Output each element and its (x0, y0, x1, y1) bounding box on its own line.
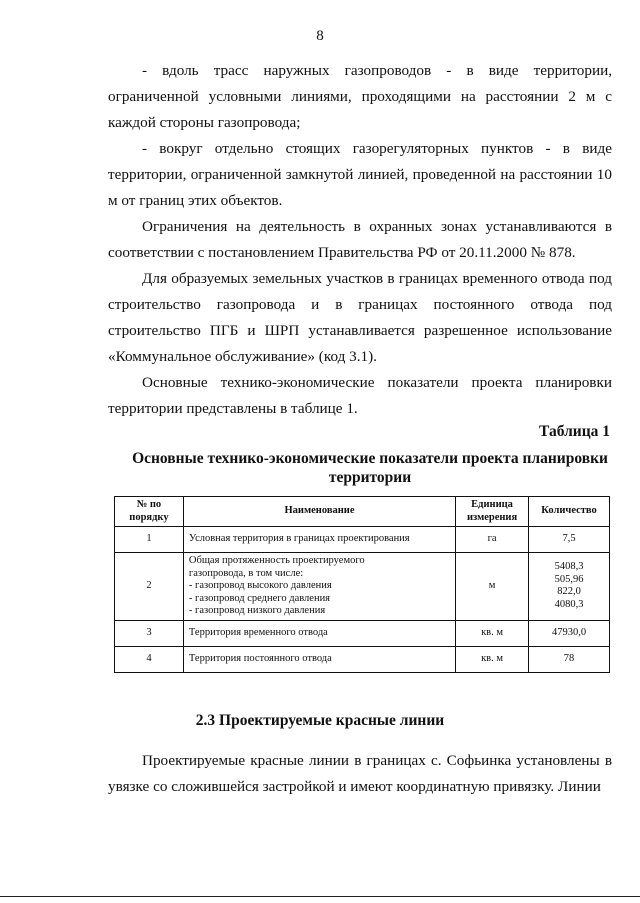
header-name: Наименование (183, 497, 455, 527)
page-bottom-rule (0, 896, 640, 897)
name-line: - газопровод высокого давления (188, 580, 332, 591)
quantity-line: 5408,3 (554, 561, 584, 573)
name-line: Общая протяженность проектируемого (188, 555, 365, 566)
name-line: газопровода, в том числе: (188, 567, 304, 579)
indicators-table (114, 496, 610, 673)
paragraph-text: Проектируемые красные линии в границах с. Софьинка установлены в увязке со сложившейся застройкой и имеют координатную привязку. Линии (108, 752, 612, 795)
name-line: - газопровод среднего давления (188, 592, 331, 604)
page-number: 8 (316, 28, 324, 44)
row-quantity: 7,5 (529, 527, 610, 553)
paragraph-text: Ограничения на деятельность в охранных зонах устанавливаются в соответствии с постановлением Правительства РФ от 20.11.2000 № 878. (108, 218, 612, 261)
row-unit: м (456, 553, 529, 621)
row-number: 1 (115, 527, 184, 553)
paragraph-gas-pipelines (108, 58, 612, 136)
row-number: 3 (115, 620, 184, 646)
row-name: Территория временного отвода (183, 620, 455, 646)
quantity-line: 505,96 (554, 573, 584, 585)
row-unit: кв. м (456, 646, 529, 672)
table-row (115, 646, 610, 672)
paragraph-text: Для образуемых земельных участков в границах временного отвода под строительство газопровода и в границах постоянного отвода под строительство ПГБ и ШРП устанавливается разрешенное использование «Коммунальное обслуживание» (код 3.1). (108, 270, 612, 365)
paragraph-red-lines (108, 748, 612, 800)
row-name: Условная территория в границах проектирования (183, 527, 455, 553)
quantity-line: 4080,3 (554, 598, 584, 610)
name-line: - газопровод низкого давления (188, 605, 326, 616)
table-row (115, 527, 610, 553)
row-quantity: 47930,0 (529, 620, 610, 646)
row-number: 2 (115, 553, 184, 621)
table-label: Таблица 1 (539, 423, 610, 440)
row-number: 4 (115, 646, 184, 672)
section-heading: 2.3 Проектируемые красные линии (195, 712, 445, 729)
paragraph-table-intro (108, 370, 612, 422)
table-header-row (115, 497, 610, 527)
row-name: Территория постоянного отвода (183, 646, 455, 672)
table-row (115, 553, 610, 621)
header-quantity: Количество (529, 497, 610, 527)
row-name (183, 553, 455, 621)
row-quantity: 78 (529, 646, 610, 672)
header-unit: Единица измерения (456, 497, 529, 527)
table-title: Основные технико-экономические показатели проекта планировки территории (132, 450, 608, 486)
paragraph-text: Основные технико-экономические показатели проекта планировки территории представлены в таблице 1. (108, 374, 612, 417)
row-unit: га (456, 527, 529, 553)
quantity-line: 822,0 (557, 586, 581, 598)
header-number: № по порядку (115, 497, 184, 527)
row-quantity (529, 553, 610, 621)
paragraph-grp-points (108, 136, 612, 214)
table-row (115, 620, 610, 646)
row-unit: кв. м (456, 620, 529, 646)
paragraph-restrictions (108, 214, 612, 266)
paragraph-text: - вдоль трасс наружных газопроводов - в виде территории, ограниченной условными линиями, проходящими на расстоянии 2 м с каждой стороны газопровода; (108, 62, 612, 131)
paragraph-text: - вокруг отдельно стоящих газорегуляторных пунктов - в виде территории, ограниченной замкнутой линией, проведенной на расстоянии 10 м от границ этих объектов. (108, 140, 612, 209)
paragraph-land-use (108, 266, 612, 370)
